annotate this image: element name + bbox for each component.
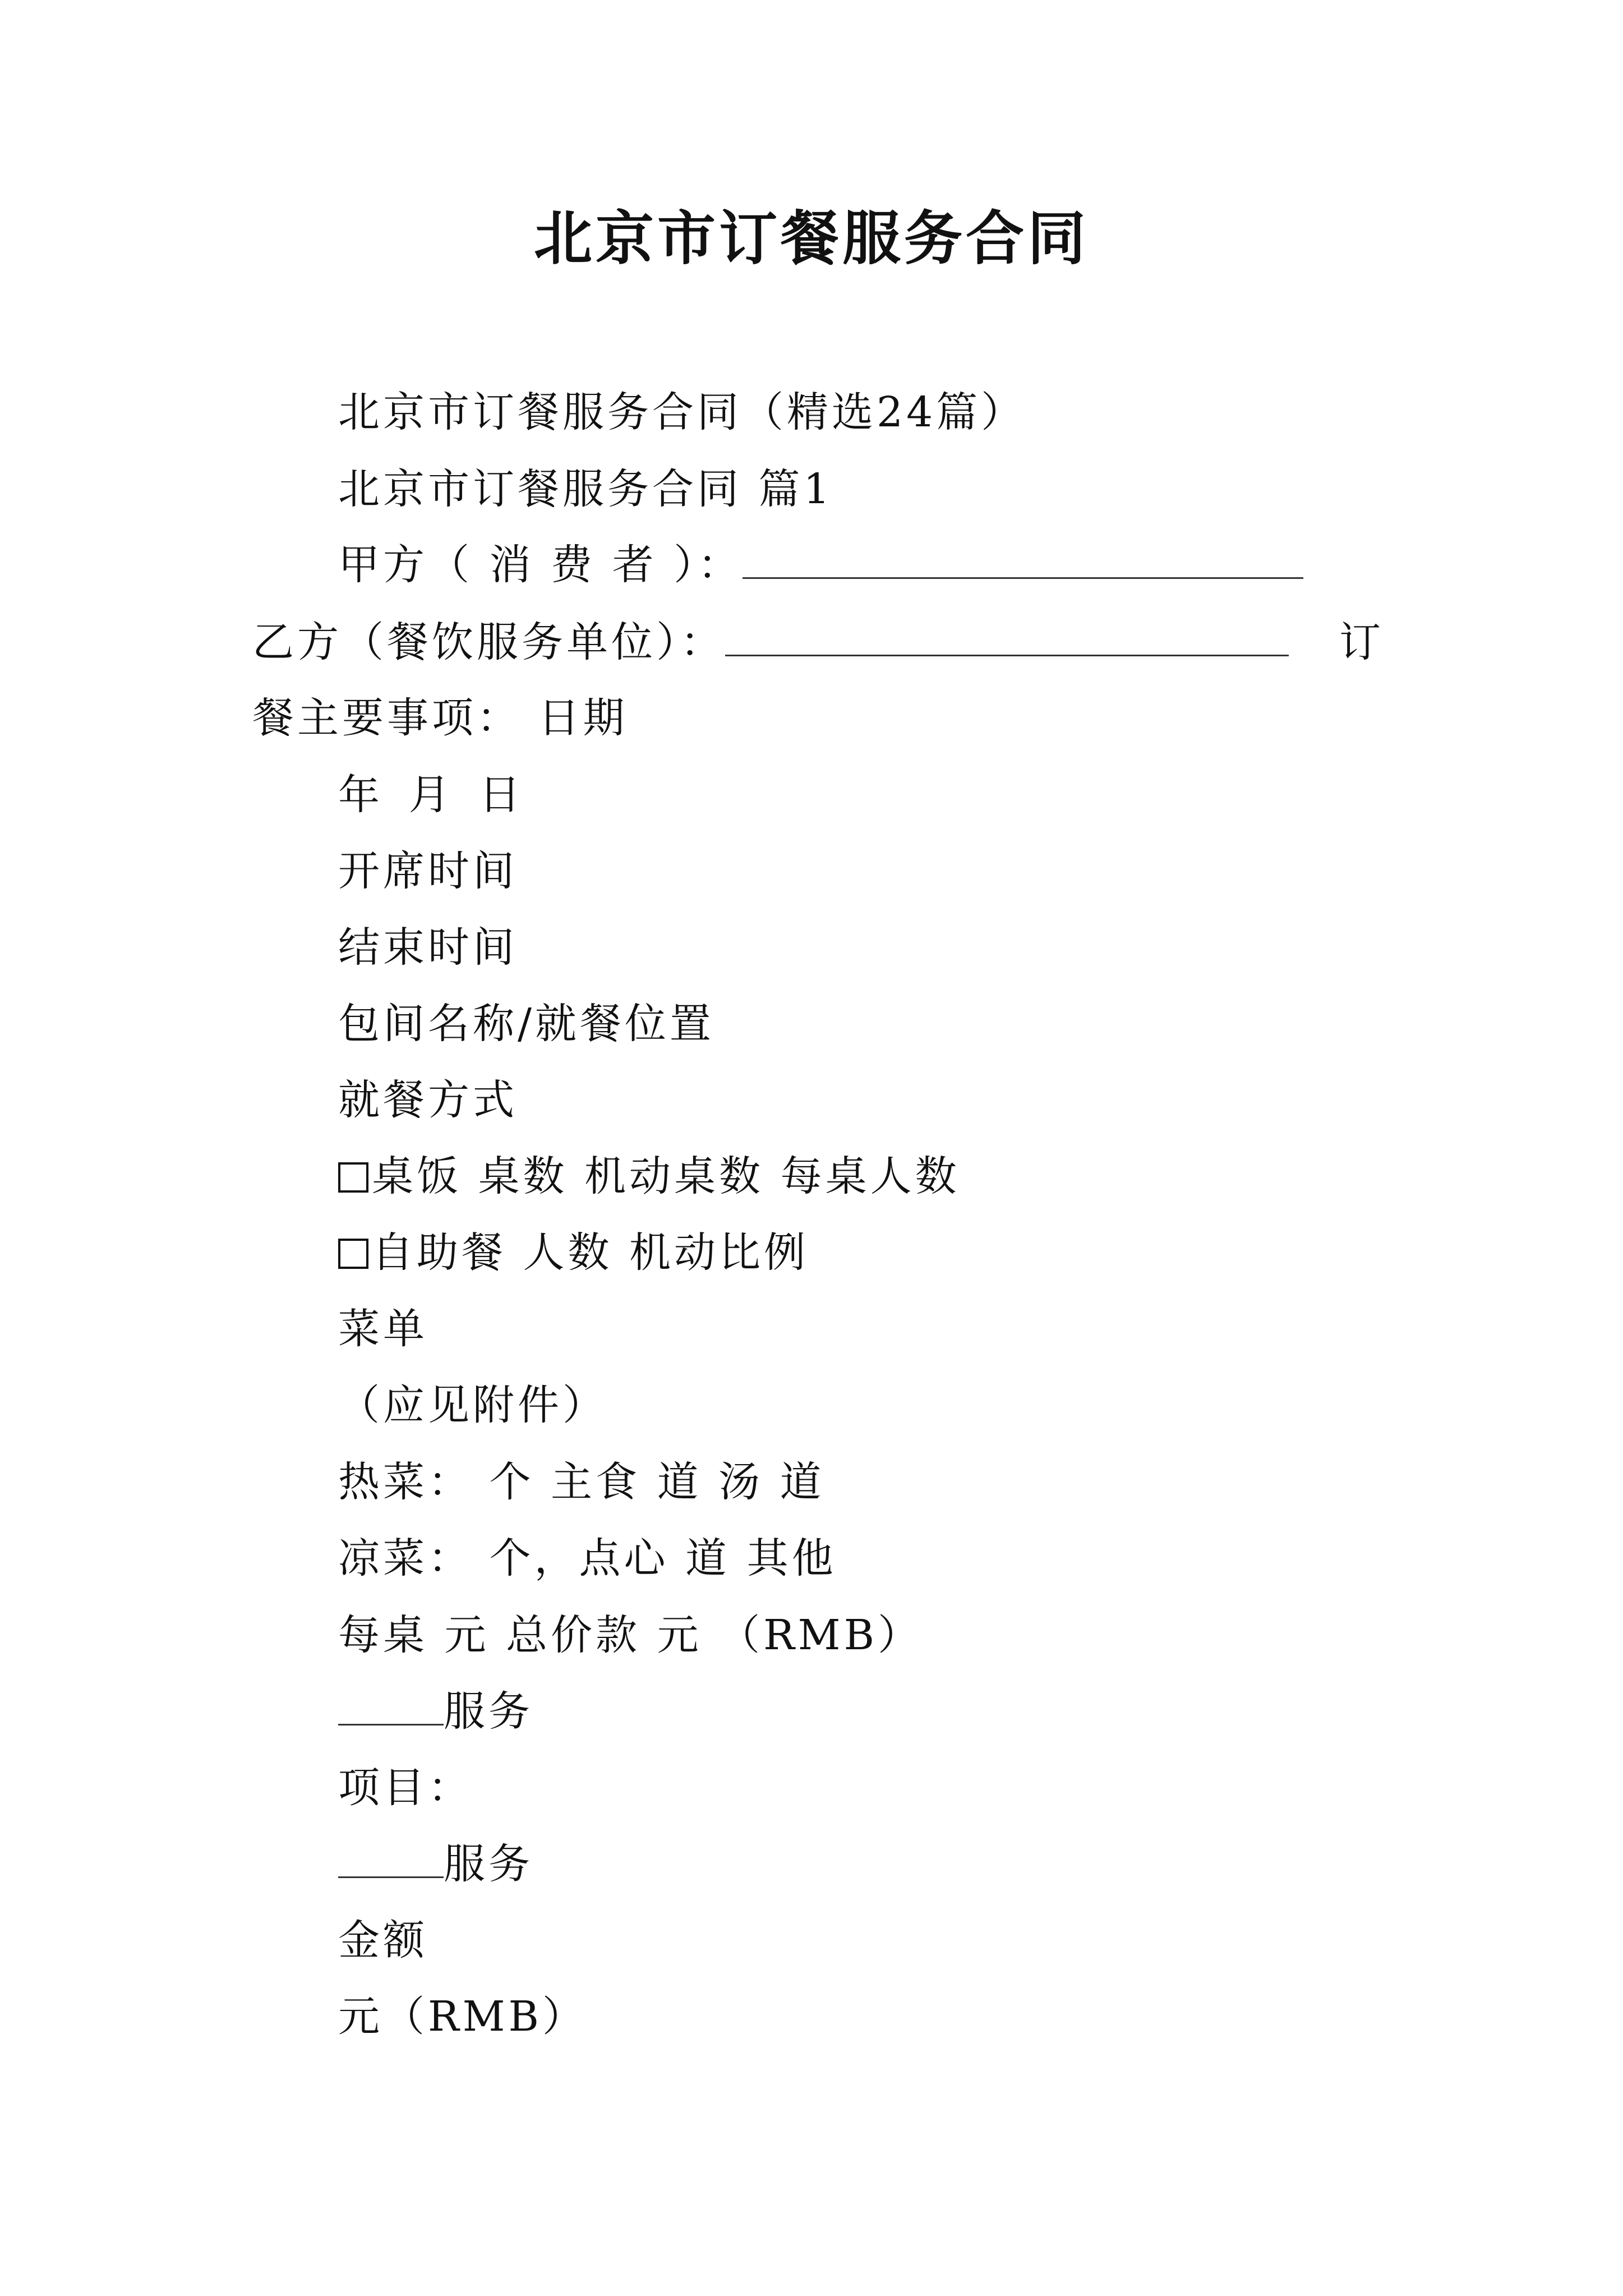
menu-note: （应见附件） bbox=[338, 1381, 607, 1429]
checkbox-icon[interactable] bbox=[338, 1239, 368, 1269]
start-time: 开席时间 bbox=[338, 847, 518, 895]
amount-label: 金额 bbox=[338, 1916, 428, 1964]
price-line: 每桌 元 总价款 元 （RMB） bbox=[338, 1611, 923, 1659]
option-buffet-label: 自助餐 人数 机动比例 bbox=[372, 1228, 809, 1277]
service-label: 服务 bbox=[444, 1687, 533, 1736]
hot-dishes: 热菜： 个 主食 道 汤 道 bbox=[338, 1458, 825, 1506]
dining-mode: 就餐方式 bbox=[338, 1076, 518, 1124]
section-heading: 北京市订餐服务合同 篇1 bbox=[338, 465, 833, 513]
service-blank bbox=[338, 1685, 444, 1726]
items-label: 项目： bbox=[338, 1764, 473, 1812]
currency-line: 元（RMB） bbox=[338, 1993, 587, 2041]
menu-label: 菜单 bbox=[338, 1305, 428, 1353]
room-location: 包间名称/就餐位置 bbox=[338, 1000, 714, 1048]
option-table-label: 桌饭 桌数 机动桌数 每桌人数 bbox=[372, 1152, 960, 1200]
items-heading: 餐主要事项： 日期 bbox=[252, 694, 628, 742]
party-a-blank bbox=[743, 538, 1303, 579]
cold-dishes: 凉菜： 个，点心 道 其他 bbox=[338, 1534, 837, 1582]
document-title: 北京市订餐服务合同 bbox=[533, 204, 1089, 273]
service-line-2 bbox=[338, 1833, 533, 1895]
date-line: 年 月 日 bbox=[338, 771, 529, 819]
service-label: 服务 bbox=[444, 1840, 533, 1888]
wrapped-char: 订 bbox=[1339, 618, 1381, 666]
party-a-label: 甲方（ 消 费 者 ）： bbox=[338, 541, 743, 589]
option-buffet-row bbox=[338, 1222, 809, 1283]
option-table-row bbox=[338, 1145, 960, 1207]
party-a-line bbox=[338, 534, 1303, 596]
checkbox-icon[interactable] bbox=[338, 1162, 368, 1193]
service-line-1 bbox=[338, 1681, 533, 1742]
party-b-blank bbox=[725, 615, 1289, 656]
service-blank bbox=[338, 1837, 444, 1878]
party-b-label: 乙方（餐饮服务单位）： bbox=[252, 618, 725, 666]
subtitle: 北京市订餐服务合同（精选24篇） bbox=[338, 388, 1026, 436]
party-b-line bbox=[252, 611, 1289, 673]
end-time: 结束时间 bbox=[338, 923, 518, 972]
